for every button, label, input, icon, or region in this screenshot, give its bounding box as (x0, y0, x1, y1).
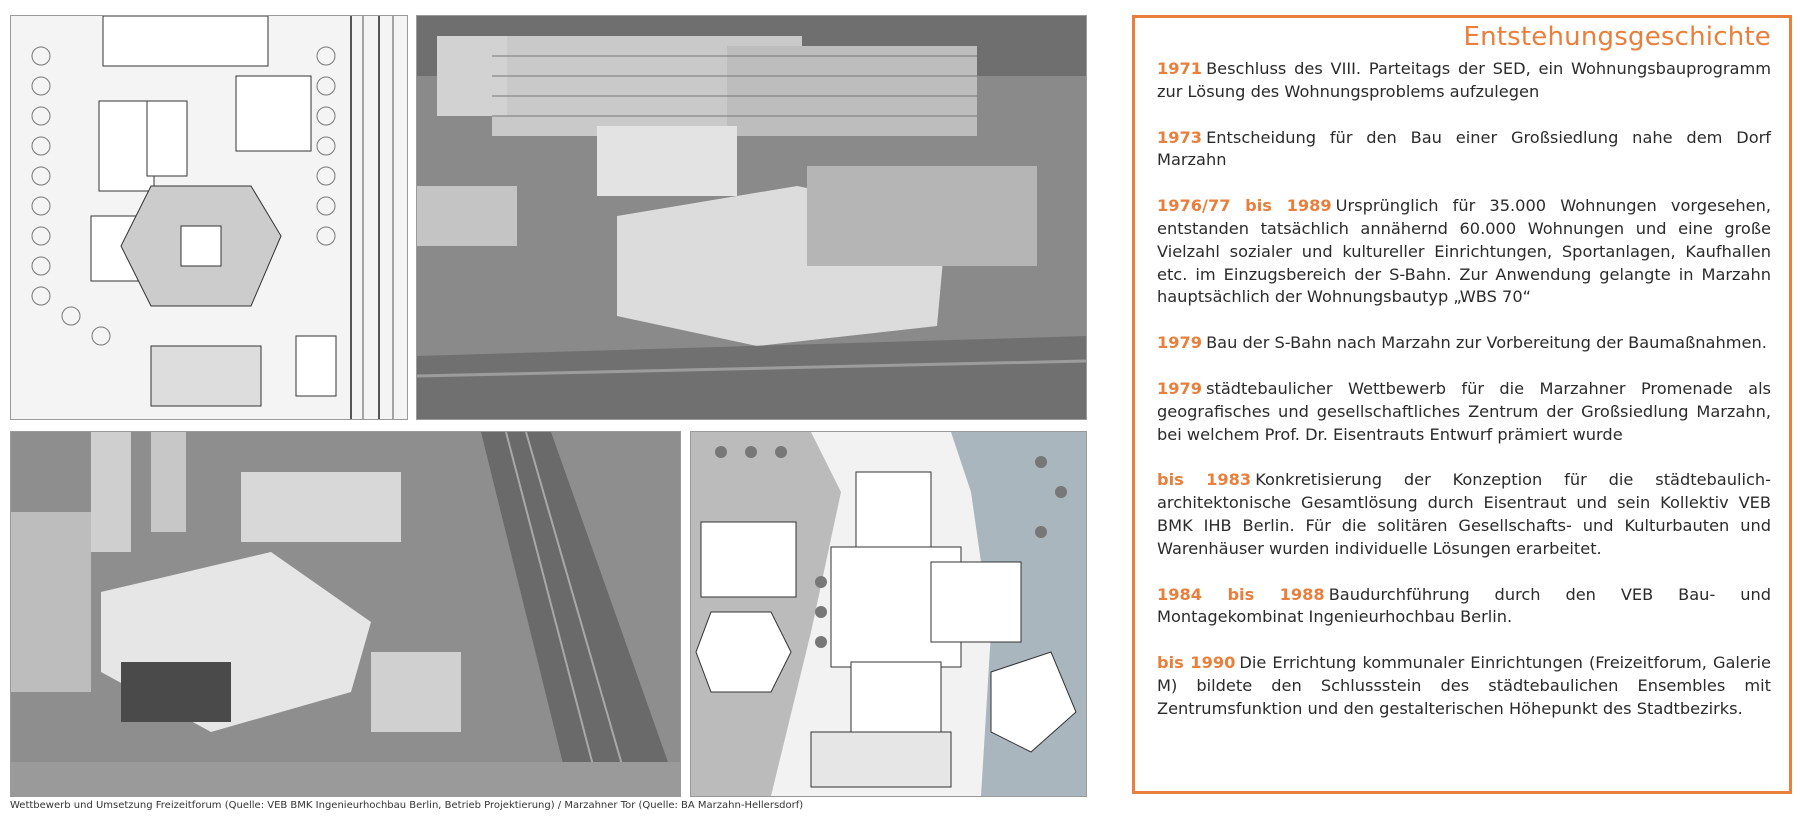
timeline-entry (1157, 332, 1771, 355)
timeline-text: Die Errichtung kommunaler Einrichtungen (Freizeitforum, Galerie M) bildete den Schlussstein des städtebaulichen Ensembles mit Zentrumsfunktion und den gestalterischen Höhepunkt des Stadtbezirks. (1157, 653, 1771, 718)
timeline-entry (1157, 652, 1771, 720)
site-plan-drawing (10, 15, 408, 420)
timeline-entry (1157, 469, 1771, 560)
timeline-entry (1157, 127, 1771, 173)
timeline-text: Entscheidung für den Bau einer Großsiedlung nahe dem Dorf Marzahn (1157, 127, 1771, 170)
timeline-year: bis 1983 (1157, 470, 1252, 490)
timeline-text: Baudurchführung durch den VEB Bau- und Montagekombinat Ingenieurhochbau Berlin. (1157, 584, 1771, 627)
marzahner-tor-aerial-photo (10, 431, 681, 797)
timeline-entry (1157, 195, 1771, 309)
timeline-year: 1973 (1157, 127, 1203, 147)
timeline-year: bis 1990 (1157, 653, 1236, 673)
timeline-year: 1971 (1157, 59, 1203, 78)
timeline-year: 1976/77 bis 1989 (1157, 196, 1332, 216)
timeline-entry (1157, 58, 1771, 104)
ground-plan-drawing (690, 431, 1087, 797)
image-caption: Wettbewerb und Umsetzung Freizeitforum (Quelle: VEB BMK Ingenieurhochbau Berlin, Betrieb Projektierung) / Marzahner Tor (Quelle: BA Marzahn-Hellersdorf) (10, 800, 804, 811)
construction-aerial-photo (416, 15, 1087, 420)
timeline-year: 1979 (1157, 333, 1203, 353)
timeline-text: Konkretisierung der Konzeption für die städtebaulich-architektonische Gesamtlösung durch Eisentraut und sein Kollektiv VEB BMK IHB Berlin. Für die solitären Gesellschafts- und Kulturbauten und Warenhäuser wurden individuelle Lösungen erarbeitet. (1157, 470, 1771, 558)
timeline-year: 1984 bis 1988 (1157, 584, 1325, 604)
timeline-year: 1979 (1157, 378, 1203, 398)
timeline-text: Ursprünglich für 35.000 Wohnungen vorgesehen, entstanden tatsächlich annähernd 60.000 Wohnungen und eine große Vielzahl sozialer und kultureller Einrichtungen, Sportanlagen, Kaufhallen etc. im Einzugsbereich der S-Bahn. Zur Anwendung gelangte in Marzahn hauptsächlich der Wohnungsbautyp „WBS 70“ (1157, 196, 1771, 307)
timeline-text: Beschluss des VIII. Parteitags der SED, ein Wohnungsbauprogramm zur Lösung des Wohnungsproblems aufzulegen (1157, 59, 1771, 101)
timeline-entry (1157, 378, 1771, 446)
timeline-text: städtebaulicher Wettbewerb für die Marzahner Promenade als geografisches und gesellschaftliches Zentrum der Großsiedlung Marzahn, bei welchem Prof. Dr. Eisentrauts Entwurf prämiert wurde (1157, 378, 1771, 444)
panel-title: Entstehungsgeschichte (1463, 22, 1771, 52)
timeline-entry (1157, 584, 1771, 630)
history-panel (1132, 15, 1792, 794)
timeline-text: Bau der S-Bahn nach Marzahn zur Vorbereitung der Baumaßnahmen. (1206, 333, 1767, 353)
